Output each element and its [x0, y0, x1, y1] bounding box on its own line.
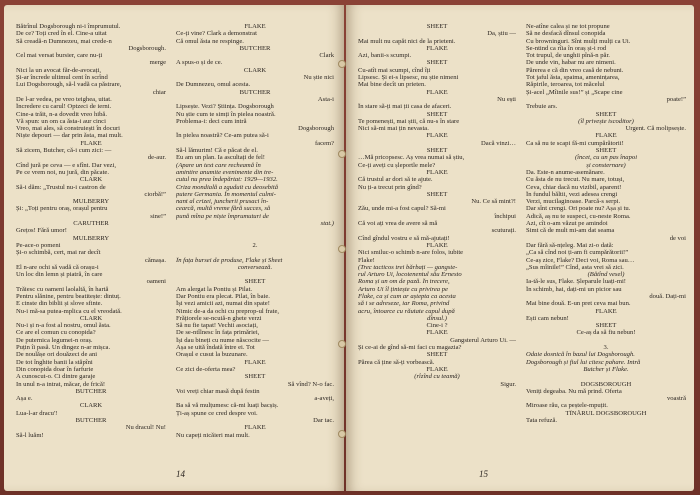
text-line: FLAKE: [426, 132, 448, 140]
text-line: Orașul e cusut la buzunare.: [176, 351, 248, 359]
text-line: E cinste din biblii și slove sfinte.: [16, 300, 103, 308]
text-line: (îl privește iscoditor): [578, 117, 634, 125]
text-line: (încet, cu un pas înapoi: [574, 154, 638, 162]
text-line: DOGSBOROUGH: [580, 380, 632, 388]
text-line: Simt că de mult mi-am dat seama: [526, 227, 615, 235]
text-line: TÎNĂRUL DOGSBOROUGH: [565, 409, 647, 417]
text-line: cutul nu prea îndepărtat: 1929—1932.: [176, 176, 278, 184]
text-line: stat.): [320, 220, 334, 228]
text-line: Trăiesc cu oameni laolaltă, în hartă: [16, 285, 109, 293]
text-line: El n-are ochi să vadă că orașu-i: [16, 263, 99, 271]
text-line: sine!”: [150, 212, 166, 220]
page-number-left: 14: [176, 469, 185, 479]
text-line: Să creadă-n Dumnezeu, mai crede-n: [16, 37, 112, 45]
text-line: Să zicem, Butcher, că-i cum zici: —: [16, 147, 112, 155]
text-line: În fața bursei de produse, Flake și Sheet: [176, 256, 283, 264]
text-line: Frățiorele se-ncuiă-n ghete verzi: [176, 314, 262, 322]
text-line: Așa se uită îndată între ei. Tot: [176, 344, 255, 352]
text-line: Ce zici de-oferta mea?: [176, 365, 236, 373]
text-line: chiar: [152, 88, 166, 96]
left-page-column-1: [16, 23, 166, 439]
text-line: (Trec tacticos trei bărbați — gangste-: [358, 263, 458, 271]
text-line: Răpirile, teroarea, tot măcelul: [526, 81, 605, 89]
text-line: De ce? Toți cred în el. Cine-a uitat: [16, 30, 107, 38]
text-line: [176, 227, 334, 234]
text-line: Cine-a trăit, n-a dovedit vreo hibă.: [16, 110, 107, 118]
text-line: Gangsterul Arturo Ui. —: [450, 336, 516, 344]
text-line: Ceva, chiar dacă nu vizibil, aparent!: [526, 183, 622, 191]
text-line: Să-i dăm: „Trustul nu-i castron de: [16, 183, 106, 191]
text-line: Cel mai versat bursier, care nu-ți: [16, 52, 103, 60]
text-line: Pe ce vrem noi, nu jură, din păcate.: [16, 168, 110, 176]
text-line: ciorbă!”: [144, 190, 166, 198]
text-line: Dogsborough și fiul lui citesc pahare. Intră: [526, 358, 641, 366]
text-line: Mai bine două. E-un pret ceva mai bun.: [526, 300, 631, 308]
text-line: FLAKE: [426, 44, 448, 52]
text-line: SHEET: [244, 278, 266, 286]
text-line: CLARK: [79, 402, 103, 410]
text-line: voastră: [666, 395, 686, 403]
text-line: Voi vreți chiar masă după festin: [176, 387, 260, 395]
text-line: oameni: [146, 278, 166, 286]
text-line: Un loc din lemn și piatră, în care: [16, 271, 103, 279]
text-line: și consternare): [586, 161, 626, 169]
text-line: Să ne desfacă dînsul conopida: [526, 30, 606, 38]
text-line: MULBERRY: [72, 234, 110, 242]
text-line: Așa e.: [16, 395, 33, 403]
text-line: În schimb, hai, dați-mi un picior sau: [526, 285, 622, 293]
text-line: Veniți degeaba. Nu mă prind. Oferta: [526, 387, 622, 395]
text-line: BUTCHER: [239, 88, 271, 96]
text-line: Ca să nu te scapi fă-mi cumpărătorii!: [526, 139, 624, 147]
text-line: Dacă vinzi…: [481, 139, 516, 147]
text-line: Cine-i ?: [426, 322, 448, 330]
text-line: Ce-ți vine? Clark a demonstrat: [176, 30, 257, 38]
text-line: De se-ntîlnesc în fața primăriei,: [176, 329, 260, 337]
text-line: Și-acel „Mîinile sus!” și „Scape cine: [526, 88, 623, 96]
text-line: Ce-aș zice, Flake? Deci voi, Roma sau…: [526, 256, 635, 264]
text-line: Să nu fie tapat! Vechii asociați,: [176, 322, 258, 330]
text-line: Tot jaful ăsta, spaima, amenințarea,: [526, 74, 620, 82]
text-line: Nu dracul! Nu!: [125, 424, 166, 432]
binding-stitch: [338, 60, 346, 68]
text-line: Am alergat la Pontiu și Pilat.: [176, 285, 253, 293]
text-line: Nu știe cum te simți în pielea noastră.: [176, 110, 276, 118]
text-line: facem?: [314, 139, 334, 147]
text-line: De Dumnezeu, omul acesta.: [176, 81, 251, 89]
text-line: poate!”: [666, 95, 686, 103]
text-line: Adică, aș nu te suspeci, cu-neste Roma.: [526, 212, 631, 220]
text-line: Ce-ți aveți cu șleportle mele?: [358, 161, 436, 169]
text-line: să i se adreseze, iar Roma, privind: [358, 300, 450, 308]
text-line: Că voi ați vrea de avere să mă: [358, 220, 438, 228]
text-line: FLAKE: [244, 358, 266, 366]
text-line: FLAKE: [244, 424, 266, 432]
text-line: Lui Dogsborough, să-l vadă ca păstrare,: [16, 81, 122, 89]
right-page-column-2: [526, 23, 686, 424]
text-line: Nu-i și n-a fost al nostru, omul ăsta.: [16, 322, 111, 330]
text-line: A cunoscut-o. Ci dintre garaje: [16, 373, 96, 381]
text-line: a-aveți,: [314, 395, 334, 403]
text-line: (Bătînd vesel): [587, 271, 625, 279]
text-line: Flake, ca și cum ar aștepta ca acesta: [358, 292, 456, 300]
text-line: Ești cam nebun!: [526, 314, 569, 322]
text-line: SHEET: [426, 351, 448, 359]
text-line: SHEET: [595, 322, 617, 330]
text-line: amintire anumite evenimente din tre-: [176, 168, 274, 176]
binding-stitch: [338, 150, 346, 158]
text-line: [176, 235, 334, 242]
text-line: Dar sînt crengi. Ori poate nu? Așa și tu.: [526, 205, 631, 213]
text-line: Ne-atîne calea și ne tot propune: [526, 23, 610, 30]
text-line: Problema-i: deci cum intră: [176, 117, 247, 125]
text-line: CLARK: [243, 66, 267, 74]
text-line: „Ca să cînd noi ți-am fi cumpărătorii!”: [526, 249, 629, 257]
text-line: Criza mondială a zguduit cu deosebită: [176, 183, 279, 191]
text-line: FLAKE: [426, 241, 448, 249]
text-line: Părerea e că din vreo casă de nebuni.: [526, 66, 624, 74]
text-line: Da, știu —: [487, 30, 516, 38]
text-line: Da. Este-n anume-asemănare.: [526, 168, 605, 176]
text-line: Ia-tă-le sus, Flake. Șleparule luați-mi!: [526, 278, 626, 286]
binding-stitch: [338, 430, 346, 438]
left-page: [4, 5, 344, 491]
text-line: Să-l luăm!: [16, 431, 44, 439]
text-line: Pentru slănine, pentru beatitește: dintuț.: [16, 292, 121, 300]
text-line: BUTCHER: [239, 44, 271, 52]
text-line: două. Dați-mi: [649, 292, 686, 300]
text-line: Vreo, mai ales, să construiești în docuri: [16, 125, 120, 133]
text-line: Cu browninguri. Sînt mulți mulți ca Ui.: [526, 37, 631, 45]
text-line: FLAKE: [426, 329, 448, 337]
text-line: Pe-ace-o pomeni: [16, 241, 61, 249]
text-line: Lipsesc. Și ei-s lipsesc, nu știe nimeni: [358, 74, 459, 82]
text-line: Nu ești: [497, 95, 516, 103]
text-line: CLARK: [79, 176, 103, 184]
text-line: Azi, banii-s scumpi.: [358, 52, 412, 60]
text-line: Și-o schimbă, cert, mai rar decît: [16, 249, 101, 257]
text-line: „Sus mîinile!” Cînd, asta vrei să zici.: [526, 263, 624, 271]
text-line: SHEET: [426, 23, 448, 30]
text-line: Că omul ăsta ne respinge.: [176, 37, 244, 45]
text-line: Nici la un avocat făr-de-avocați,: [16, 66, 101, 74]
text-line: nant al crizei, juncherii prusaci în-: [176, 198, 269, 206]
right-page-column-1: [358, 23, 516, 388]
text-line: Butcher și Flake.: [583, 365, 629, 373]
text-line: Te pomenești, mai știi, că nu-s în stare: [358, 117, 460, 125]
text-line: 3.: [603, 344, 609, 352]
text-line: Sigur.: [500, 380, 516, 388]
text-line: Cu-atît mai scumpi, cînd îți: [358, 66, 431, 74]
text-line: Roma și un om de pază. În trecere,: [358, 278, 450, 286]
text-line: SHEET: [426, 110, 448, 118]
binding-stitch: [338, 340, 346, 348]
text-line: Verzi, mucilaginoase. Parcă-s serpi.: [526, 198, 621, 206]
text-line: In unul n-a intrat, măcar, de frică!: [16, 380, 106, 388]
text-line: Lua-l-ar dracu'!: [16, 409, 58, 417]
text-line: Dar fără să-nțeleg. Mai zi-o dată:: [526, 241, 614, 249]
text-line: Nu știe nici: [303, 74, 334, 82]
text-line: În fundul băltii, vezi adesea crengi: [526, 190, 618, 198]
text-line: Dar tac.: [313, 417, 334, 425]
text-line: Își dau bineți cu nume născocite —: [176, 336, 270, 344]
text-line: (Apare un text care recheamă în: [176, 161, 261, 169]
text-line: Cu ăsta de nu trecut. Nu mare, totuși,: [526, 176, 625, 184]
text-line: rul Arturo Ui, locotenentul său Ernesto: [358, 271, 462, 279]
text-line: Și ce-ai de gînd să-mi faci cu magazia?: [358, 344, 462, 352]
text-line: 2.: [252, 241, 258, 249]
text-line: Zău, unde mi-a fost capul? Să-mi: [358, 205, 446, 213]
text-line: Flake!: [358, 256, 375, 264]
text-line: Asta-i: [317, 95, 334, 103]
text-line: Trebuie ars.: [526, 103, 558, 111]
text-line: …Mă pricopsesc. Aș vrea numai să știu,: [358, 154, 465, 162]
text-line: Își vezi amicii azi, numai din spate!: [176, 300, 270, 308]
text-line: conversează.: [237, 263, 273, 271]
text-line: de-aur.: [147, 154, 166, 162]
text-line: Tot trupul, de unghii pînă-n păr.: [526, 52, 610, 60]
text-line: Bătrînul Dogsborough ni-i împrumutul.: [16, 23, 121, 30]
text-line: Vă spun: un om ca ăsta-i aur cinci: [16, 117, 106, 125]
text-line: FLAKE: [244, 23, 266, 30]
text-line: CLARK: [79, 314, 103, 322]
page-number-right: 15: [479, 469, 488, 479]
text-line: Ți-aș spune ce cred despre voi.: [176, 409, 258, 417]
text-line: Tata refuză.: [526, 417, 558, 425]
text-line: SHEET: [426, 190, 448, 198]
text-line: Ce-aș da să fiu nebun!: [576, 329, 636, 337]
text-line: Cînd gîndul vostru e să mă-ajutați!: [358, 234, 450, 242]
text-line: BUTCHER: [75, 387, 107, 395]
left-page-column-2: [176, 23, 334, 439]
text-line: [176, 271, 334, 278]
text-line: cămașa.: [144, 256, 166, 264]
binding-stitch: [338, 245, 346, 253]
text-line: Clark: [319, 52, 334, 60]
text-line: scuturați.: [491, 227, 516, 235]
text-line: închipui: [494, 212, 516, 220]
text-line: FLAKE: [426, 88, 448, 96]
text-line: Nu. Ce să mint?!: [471, 198, 516, 206]
text-line: De l-ar vedea, pe vreo teighea, uitat.: [16, 95, 112, 103]
text-line: FLAKE: [80, 139, 102, 147]
text-line: SHEET: [244, 373, 266, 381]
text-line: Urgent. Că molipsește.: [625, 125, 686, 133]
text-line: Puțin îi pasă. Un dingez n-ar mișca.: [16, 344, 111, 352]
text-line: SHEET: [595, 110, 617, 118]
text-line: dînsul.): [427, 314, 447, 322]
text-line: acru, întoarce cu răutate capul după: [358, 307, 455, 315]
text-line: FLAKE: [426, 168, 448, 176]
text-line: Nimic de-a da ochi cu preprop-ul frate,: [176, 307, 280, 315]
text-line: De tot înghite banii la stăpîni: [16, 358, 93, 366]
text-line: (rîzînd cu teamă): [414, 373, 460, 381]
text-line: Ba să vă mulțumesc că-mi luați bacșiș.: [176, 402, 279, 410]
text-line: În stare să-ți mai ții casa de afaceri.: [358, 103, 452, 111]
text-line: Dogsborough.: [128, 44, 166, 52]
text-line: Eu am un plan. Ia ascultați de fel!: [176, 154, 265, 162]
text-line: Încredere cu carul! Optzeci de ierni.: [16, 103, 112, 111]
text-line: Și: „Toți pentru oraș, orașul pentru: [16, 205, 108, 213]
text-line: FLAKE: [595, 307, 617, 315]
text-line: SHEET: [426, 59, 448, 67]
text-line: Din conopida doar în farfurie: [16, 365, 94, 373]
text-line: Miroase rău, ca peștele-mpuțit.: [526, 402, 608, 410]
text-line: Dar Pontiu era plecat. Pilat, în baie.: [176, 292, 270, 300]
text-line: Nu-i mă-sa putea-mplica cu el vreodată.: [16, 307, 122, 315]
text-line: Mai bine decît un prieten.: [358, 81, 426, 89]
text-line: Arturo Ui îl țintește cu privirea pe: [358, 285, 448, 293]
text-line: SHEET: [426, 147, 448, 155]
text-line: putere Germania. În momentul culmi-: [176, 190, 276, 198]
text-line: de voi: [669, 234, 686, 242]
text-line: Mai mult nu capăt nici de la prieteni.: [358, 37, 456, 45]
text-line: Și-ar încrede ultimul cent în scrînd: [16, 74, 108, 82]
text-line: Nici să-mi mai țin nevasta.: [358, 125, 429, 133]
text-line: Se-ntind ca rîia în oraș și-i rod: [526, 44, 607, 52]
text-line: Grețos! Fără umor!: [16, 227, 67, 235]
text-line: Niște depouri — dar prin ăsta, mai mult.: [16, 132, 123, 140]
text-line: MULBERRY: [72, 198, 110, 206]
text-line: [526, 373, 686, 380]
text-line: FLAKE: [426, 365, 448, 373]
text-line: FLAKE: [595, 132, 617, 140]
text-line: merge: [149, 59, 166, 67]
text-line: Că trustul ar dori să te ajute.: [358, 176, 433, 184]
text-line: În pielea noastră? Ce-am putea să-i: [176, 132, 269, 140]
text-line: SHEET: [595, 147, 617, 155]
text-line: [176, 249, 334, 256]
text-line: Nici smiluc-o schimb n-are folos, iubite: [358, 249, 464, 257]
text-line: cearcă, multă vreme fără succes, să: [176, 205, 271, 213]
text-line: Lipsește. Vezi? Știința. Dogsborough: [176, 103, 274, 111]
text-line: [526, 337, 686, 344]
text-line: CARUTHER: [73, 220, 109, 228]
text-line: Dogsborough: [298, 125, 334, 133]
text-line: De unde vin, habar nu are nimeni.: [526, 59, 616, 67]
text-line: Nu ți-a trecut prin gînd?: [358, 183, 422, 191]
text-line: BUTCHER: [75, 417, 107, 425]
text-line: Cînd jură pe ceva — e sfînt. Dar vezi,: [16, 161, 116, 169]
text-line: Odaie dosnică în bazul lui Dogsborough.: [526, 351, 635, 359]
text-line: Părea că ține să-ți vorbească.: [358, 358, 435, 366]
text-line: De puternica legumei-n oraș.: [16, 336, 93, 344]
text-line: Ce are el comun cu conopida?: [16, 329, 96, 337]
text-line: Să-l lămurim! Că e păcat de el.: [176, 147, 258, 155]
text-line: Să vînd? N-o fac.: [287, 380, 334, 388]
text-line: A spus-o și de ce.: [176, 59, 223, 67]
text-line: Azi, cît o-am văzut pe amindoi: [526, 220, 608, 228]
right-page: [346, 5, 694, 491]
text-line: De noulășe ori douăzeci de ani: [16, 351, 98, 359]
text-line: Nu capeți nicăieri mai mult.: [176, 431, 250, 439]
text-line: pună mîna pe niște împrumuturi de: [176, 212, 269, 220]
